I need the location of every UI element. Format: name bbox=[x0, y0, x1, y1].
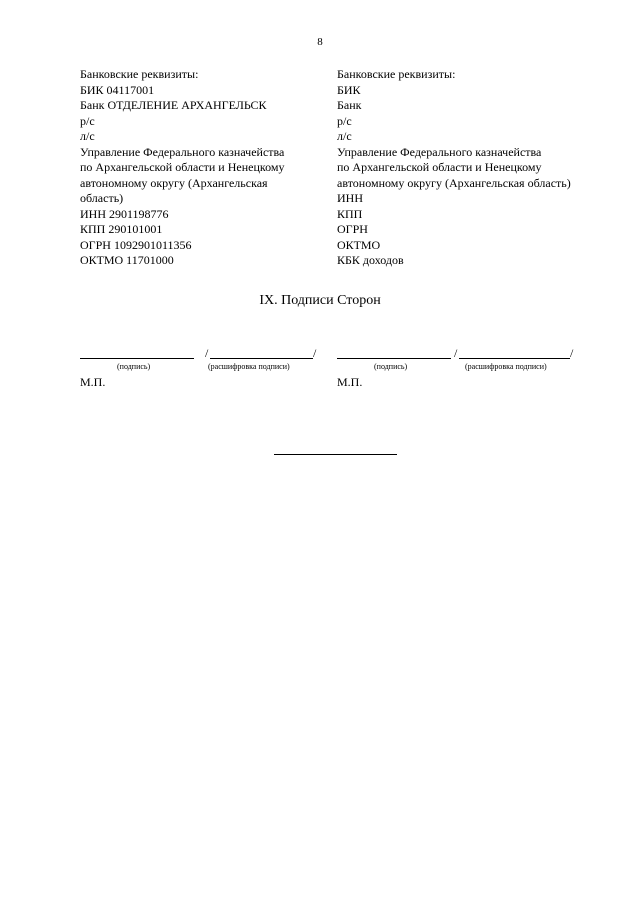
signature-row bbox=[80, 348, 330, 362]
caption-signature: (подпись) bbox=[117, 362, 151, 371]
right-party-requisites bbox=[337, 67, 607, 269]
slash-close: / bbox=[313, 346, 317, 360]
requisite-line: л/с bbox=[337, 129, 352, 143]
left-party-requisites bbox=[80, 67, 320, 269]
requisite-line: КПП 290101001 bbox=[80, 222, 163, 236]
slash-open: / bbox=[205, 346, 209, 360]
stamp-label: М.П. bbox=[337, 375, 363, 389]
requisite-line: БИК 04117001 bbox=[80, 82, 155, 97]
caption-decoding: (расшифровка подписи) bbox=[465, 362, 547, 371]
decoding-line bbox=[459, 358, 570, 359]
left-signature-block bbox=[80, 346, 330, 389]
requisite-line: автономному округу (Архангельская bbox=[80, 175, 268, 190]
requisite-line: Банковские реквизиты: bbox=[337, 67, 456, 81]
end-of-document-rule bbox=[274, 454, 397, 455]
requisite-line: ОКТМО bbox=[337, 237, 381, 252]
requisite-line: БИК bbox=[337, 82, 361, 97]
decoding-line bbox=[210, 358, 313, 359]
requisite-line: Управление Федерального казначейства bbox=[80, 144, 285, 159]
signature-row bbox=[337, 348, 587, 362]
right-signature-block bbox=[337, 346, 587, 389]
requisite-line: ОГРН bbox=[337, 222, 368, 236]
signature-line bbox=[80, 358, 194, 359]
requisite-line: по Архангельской области и Ненецкому bbox=[337, 160, 542, 174]
requisite-line: автономному округу (Архангельская область) bbox=[337, 175, 571, 190]
requisite-line: Управление Федерального казначейства bbox=[337, 144, 542, 159]
signature-line bbox=[337, 358, 451, 359]
requisite-line: область) bbox=[80, 191, 124, 205]
stamp-label: М.П. bbox=[80, 375, 106, 389]
requisite-line: ИНН 2901198776 bbox=[80, 206, 169, 221]
slash-open: / bbox=[454, 346, 458, 360]
section-title: IX. Подписи Сторон bbox=[259, 293, 381, 308]
requisite-line: р/с bbox=[337, 113, 352, 128]
requisite-line: Банк bbox=[337, 98, 362, 112]
requisite-line: ОКТМО 11701000 bbox=[80, 253, 174, 267]
page-number: 8 bbox=[317, 36, 323, 48]
requisite-line: по Архангельской области и Ненецкому bbox=[80, 160, 285, 174]
requisite-line: Банковские реквизиты: bbox=[80, 67, 199, 81]
requisite-line: ИНН bbox=[337, 191, 363, 205]
requisite-line: Банк ОТДЕЛЕНИЕ АРХАНГЕЛЬСК bbox=[80, 98, 267, 112]
caption-signature: (подпись) bbox=[374, 362, 408, 371]
requisite-line: КБК доходов bbox=[337, 253, 404, 267]
caption-decoding: (расшифровка подписи) bbox=[208, 362, 290, 371]
slash-close: / bbox=[570, 346, 574, 360]
requisite-line: л/с bbox=[80, 129, 95, 143]
requisite-line: р/с bbox=[80, 113, 95, 128]
requisite-line: ОГРН 1092901011356 bbox=[80, 237, 192, 252]
requisite-line: КПП bbox=[337, 206, 363, 221]
